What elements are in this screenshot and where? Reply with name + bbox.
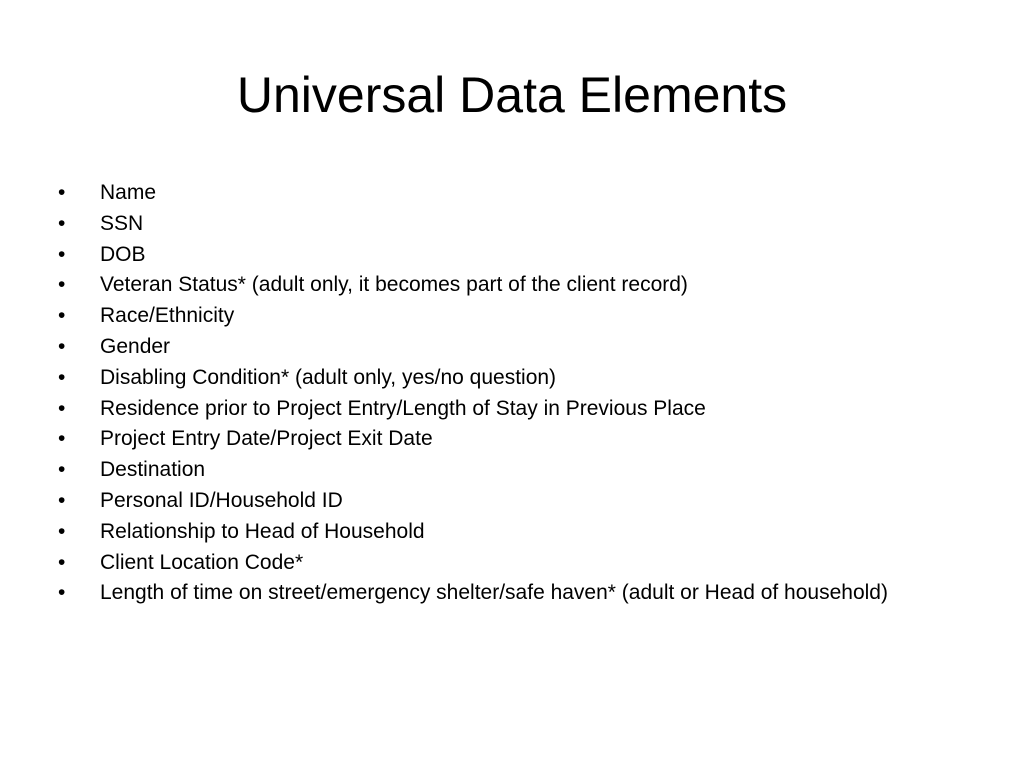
list-item: [58, 180, 958, 206]
list-item-text: Name: [100, 181, 157, 204]
list-item-text: Gender: [100, 334, 171, 358]
bullet-icon: •: [58, 334, 66, 358]
list-item-text: Personal ID/Household ID: [100, 488, 343, 512]
bullet-icon: •: [58, 519, 66, 543]
list-item: [58, 457, 958, 483]
bullet-icon: •: [58, 304, 66, 328]
list-item-text: Relationship to Head of Household: [100, 519, 425, 543]
list-item-text: Race/Ethnicity: [100, 304, 235, 328]
bullet-icon: •: [58, 581, 66, 605]
list-item-text: DOB: [100, 242, 146, 266]
slide-title: Universal Data Elements: [236, 67, 788, 123]
bullet-icon: •: [58, 365, 66, 389]
list-item: [58, 242, 958, 268]
list-item-text: Length of time on street/emergency shelter/safe haven* (adult or Head of household): [100, 581, 888, 605]
list-item: [58, 519, 958, 545]
bullet-icon: •: [58, 181, 66, 204]
bullet-icon: •: [58, 242, 66, 266]
list-item-text: SSN: [100, 211, 144, 235]
list-item: [58, 334, 958, 360]
list-item: [58, 365, 958, 391]
bullet-icon: •: [58, 273, 66, 297]
list-item-text: Veteran Status* (adult only, it becomes part of the client record): [100, 273, 688, 297]
bullet-icon: •: [58, 458, 66, 482]
bullet-icon: •: [58, 211, 66, 235]
bullet-icon: •: [58, 550, 66, 574]
list-item: [58, 426, 958, 452]
list-item-text: Disabling Condition* (adult only, yes/no question): [100, 365, 557, 389]
list-item-text: Destination: [100, 458, 206, 482]
bullet-list: [58, 180, 958, 611]
list-item-text: Residence prior to Project Entry/Length of Stay in Previous Place: [100, 396, 706, 420]
bullet-icon: •: [58, 396, 66, 420]
list-item: [58, 303, 958, 329]
list-item: [58, 272, 958, 298]
list-item-text: Client Location Code*: [100, 550, 304, 574]
list-item: [58, 488, 958, 514]
list-item: [58, 396, 958, 422]
list-item: [58, 550, 958, 576]
list-item: [58, 580, 958, 606]
list-item-text: Project Entry Date/Project Exit Date: [100, 427, 433, 451]
bullet-icon: •: [58, 488, 66, 512]
list-item: [58, 211, 958, 237]
bullet-icon: •: [58, 427, 66, 451]
